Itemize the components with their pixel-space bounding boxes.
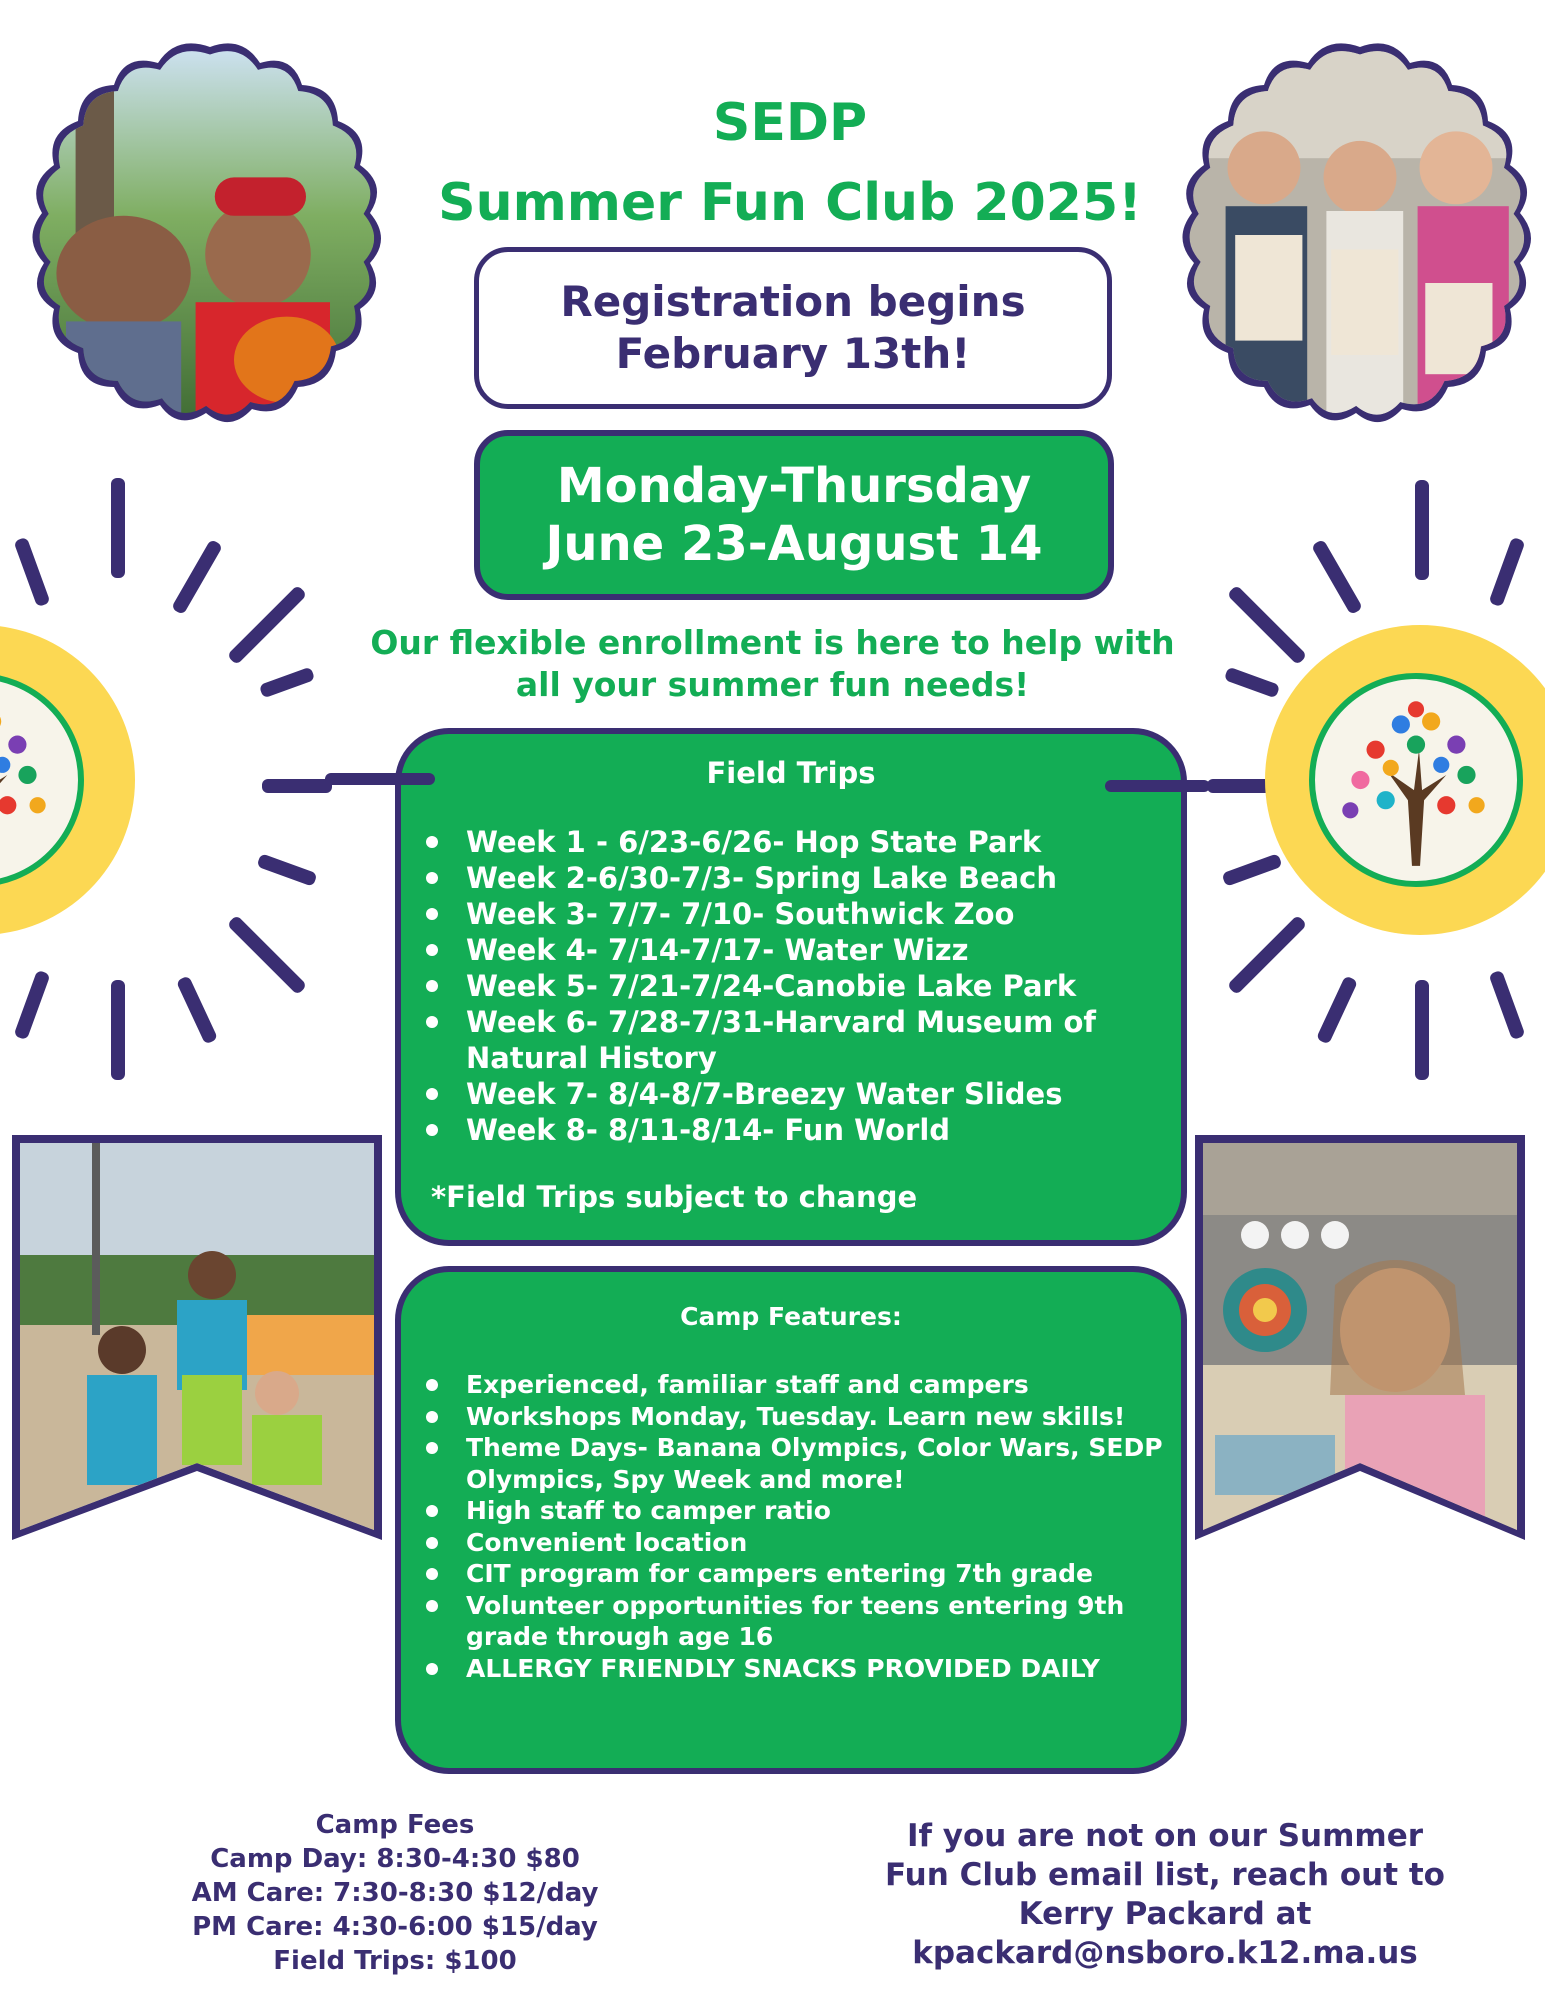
sun-ray [1415, 480, 1429, 580]
list-item: Week 3- 7/7- 7/10- Southwick Zoo [426, 896, 1181, 932]
divider [325, 773, 435, 785]
list-item: Week 4- 7/14-7/17- Water Wizz [426, 932, 1181, 968]
schedule-days: Monday-Thursday [556, 458, 1032, 514]
enrollment-note-line-1: Our flexible enrollment is here to help with [370, 623, 1175, 662]
sun-right [1265, 625, 1545, 1055]
list-item: Week 2-6/30-7/3- Spring Lake Beach [426, 860, 1181, 896]
tree-logo-right [1309, 673, 1523, 887]
sun-ray [262, 779, 332, 793]
enrollment-note-line-2: all your summer fun needs! [515, 665, 1030, 704]
camp-fee-line: AM Care: 7:30-8:30 $12/day [191, 1878, 599, 1908]
schedule-dates: June 23-August 14 [545, 516, 1043, 572]
enrollment-note [300, 622, 1245, 706]
list-item: Week 5- 7/21-7/24-Canobie Lake Park [426, 968, 1181, 1004]
sun-ray [13, 970, 50, 1041]
sun-ray [1415, 980, 1429, 1080]
field-trips-heading: Field Trips [706, 756, 876, 790]
field-trips-note: *Field Trips subject to change [431, 1180, 918, 1214]
sun-ray [1488, 537, 1525, 608]
photo-girl-craft [1195, 1135, 1525, 1540]
camp-fee-line: Camp Day: 8:30-4:30 $80 [210, 1844, 580, 1874]
org-name: SEDP [712, 93, 868, 153]
photo-campers-waterpark [12, 1135, 382, 1540]
list-item: Week 1 - 6/23-6/26- Hop State Park [426, 824, 1181, 860]
contact-line: Fun Club email list, reach out to [885, 1857, 1445, 1893]
registration-line-1: Registration begins [560, 277, 1026, 326]
camp-features-list [426, 1369, 1181, 1684]
camp-fees [150, 1808, 640, 1978]
camp-fee-line: Field Trips: $100 [273, 1946, 517, 1976]
sun-left [0, 625, 280, 1055]
registration-box [474, 247, 1112, 409]
handprint-tree-icon [1315, 679, 1517, 881]
sun-ray [176, 975, 218, 1044]
list-item: High staff to camper ratio [426, 1495, 1173, 1527]
sun-ray [1221, 853, 1282, 887]
sun-ray [256, 853, 317, 887]
list-item: Volunteer opportunities for teens entering 9th grade through age 16 [426, 1590, 1173, 1653]
contact-line: Kerry Packard at [1018, 1896, 1312, 1932]
photo-boys-outdoors [10, 35, 410, 435]
list-item: Week 8- 8/11-8/14- Fun World [426, 1112, 1181, 1148]
list-item: Theme Days- Banana Olympics, Color Wars, SEDP Olympics, Spy Week and more! [426, 1432, 1173, 1495]
list-item: Convenient location [426, 1527, 1173, 1559]
divider [1105, 780, 1210, 792]
sun-ray [1488, 970, 1525, 1041]
camp-fee-line: PM Care: 4:30-6:00 $15/day [192, 1912, 598, 1942]
registration-line-2: February 13th! [615, 329, 971, 378]
list-item: Workshops Monday, Tuesday. Learn new skills! [426, 1401, 1173, 1433]
sun-ray [111, 980, 125, 1080]
field-trips-list [426, 824, 1181, 1148]
sun-ray [227, 585, 308, 666]
camp-features-panel [395, 1266, 1187, 1774]
contact-line: If you are not on our Summer [906, 1818, 1424, 1854]
sun-ray [111, 478, 125, 578]
camp-features-heading: Camp Features: [680, 1302, 902, 1331]
list-item: Week 7- 8/4-8/7-Breezy Water Slides [426, 1076, 1181, 1112]
contact-info [860, 1817, 1470, 1973]
page-title: Summer Fun Club 2025! [438, 173, 1142, 233]
list-item: Experienced, familiar staff and campers [426, 1369, 1173, 1401]
sun-ray [1227, 915, 1308, 996]
field-trips-panel [395, 728, 1187, 1246]
sun-ray [1311, 539, 1363, 615]
contact-email-link[interactable]: kpackard@nsboro.k12.ma.us [912, 1935, 1418, 1971]
sun-ray [13, 537, 50, 608]
list-item: Week 6- 7/28-7/31-Harvard Museum of Natural History [426, 1004, 1181, 1076]
sun-ray [227, 915, 308, 996]
list-item: CIT program for campers entering 7th grade [426, 1558, 1173, 1590]
photo-girls-crafts [1160, 35, 1545, 435]
camp-fees-heading: Camp Fees [315, 1810, 475, 1840]
list-item: ALLERGY FRIENDLY SNACKS PROVIDED DAILY [426, 1653, 1173, 1685]
schedule-box [474, 430, 1114, 600]
sun-ray [1316, 975, 1358, 1044]
sun-ray [171, 539, 223, 615]
